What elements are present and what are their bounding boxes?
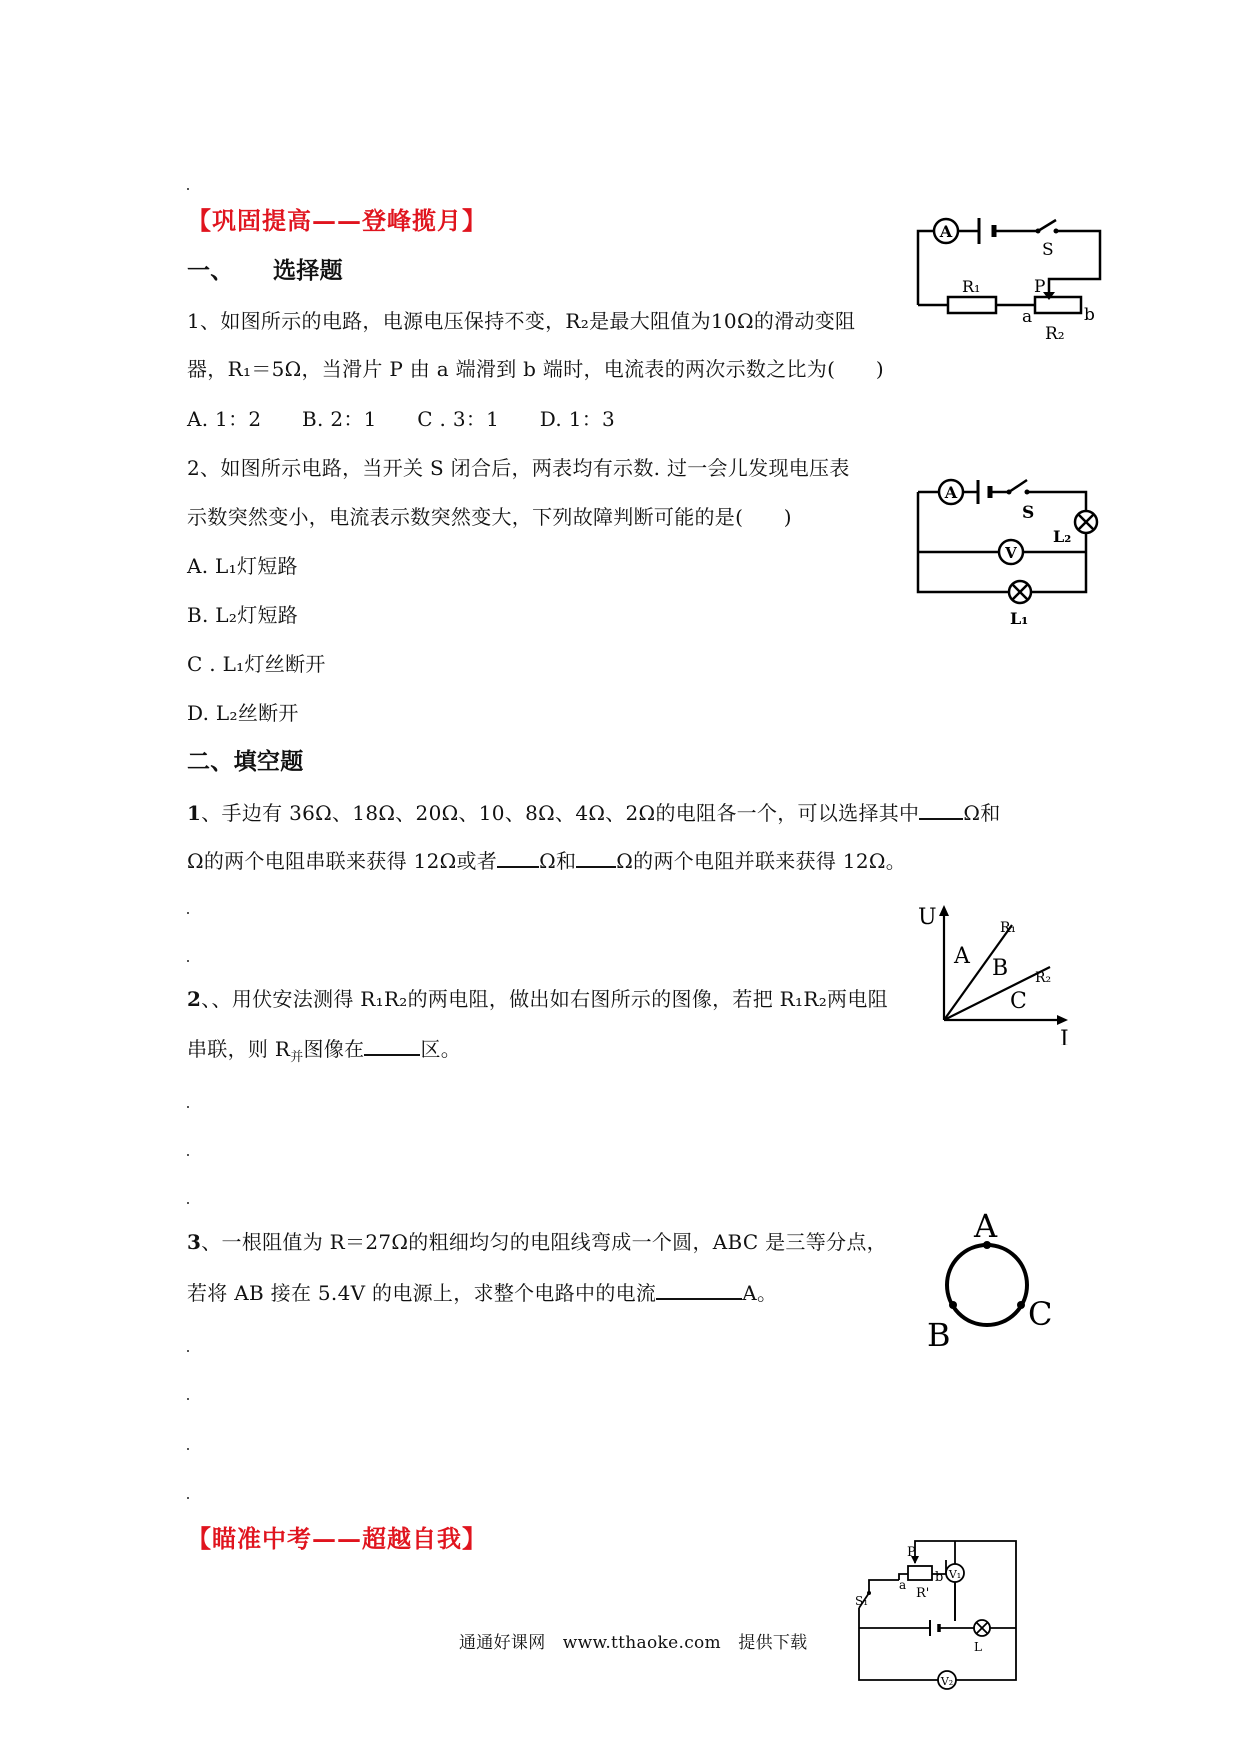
f2-line1 (187, 986, 888, 1012)
lamp-l-icon (974, 1620, 990, 1636)
q2-circuit-diagram (912, 470, 1112, 640)
f2-line1-text: 、、用伏安法测得 R₁R₂的两电阻，做出如右图所示的图像，若把 R₁R₂两电阻 (201, 987, 888, 1011)
f3-line2-a: 若将 AB 接在 5.4V 的电源上，求整个电路中的电流 (187, 1281, 657, 1305)
f2-line2-b: 图像在 (303, 1037, 365, 1061)
dot-mark (187, 1448, 189, 1450)
svg-text:R₁: R₁ (1000, 920, 1017, 936)
rheostat-r-icon (908, 1566, 932, 1580)
svg-text:R₂: R₂ (1045, 324, 1065, 344)
q2-option-d: D. L₂丝断开 (187, 701, 299, 725)
svg-text:b: b (1084, 305, 1095, 325)
f1-number: 1 (187, 801, 202, 825)
svg-text:S₁: S₁ (855, 1594, 869, 1608)
q2-option-b: B. L₂灯短路 (187, 603, 299, 627)
part1-title: 选择题 (273, 257, 343, 284)
svg-text:a: a (1022, 307, 1033, 327)
svg-text:V₁: V₁ (948, 1568, 962, 1581)
q2-line1: 2、如图所示电路，当开关 S 闭合后，两表均有示数. 过一会儿发现电压表 (187, 456, 850, 480)
dot-mark (187, 1202, 189, 1204)
svg-text:P: P (907, 1545, 916, 1560)
exam-circuit-diagram (855, 1535, 1035, 1690)
f1-line2-b: Ω和 (539, 849, 577, 873)
resistance-wire-ring (947, 1245, 1027, 1325)
dot-mark (187, 1154, 189, 1156)
q2-option-c: C . L₁灯丝断开 (187, 652, 326, 676)
lamp-l1-icon (1009, 581, 1031, 603)
svg-text:L₁: L₁ (1010, 609, 1029, 628)
dot-mark (187, 1497, 189, 1499)
svg-text:V: V (1005, 544, 1017, 562)
f1-line2 (187, 846, 906, 874)
q1-options: A. 1：2 B. 2：1 C . 3：1 D. 1：3 (187, 407, 616, 431)
svg-text:U: U (918, 905, 937, 930)
y-axis-arrow-icon (939, 905, 949, 916)
f1-blank-1[interactable] (919, 798, 963, 820)
f2-number: 2 (187, 987, 202, 1011)
section-title-exam: 【瞄准中考——超越自我】 (187, 1524, 487, 1553)
rheostat-r2-icon (1035, 297, 1081, 313)
q2-line2: 示数突然变小，电流表示数突然变大，下列故障判断可能的是( ) (187, 505, 792, 529)
svg-text:R₁: R₁ (962, 277, 981, 296)
f1-line1-text: 、手边有 36Ω、18Ω、20Ω、10、8Ω、4Ω、2Ω的电阻各一个，可以选择其中 (201, 801, 920, 825)
q2-option-a: A. L₁灯短路 (187, 554, 298, 578)
svg-text:a: a (899, 1578, 907, 1592)
svg-text:S: S (1042, 240, 1054, 260)
point-c-marker (1017, 1301, 1025, 1309)
f3-line2-b: A。 (742, 1281, 778, 1305)
dot-mark (187, 1106, 189, 1108)
svg-text:B: B (992, 956, 1009, 981)
x-axis-arrow-icon (1057, 1015, 1068, 1025)
svg-text:L₂: L₂ (1053, 527, 1072, 546)
footer-credit: 通通好课网 www.tthaoke.com 提供下载 (459, 1633, 808, 1653)
section-title-consolidate: 【巩固提高——登峰揽月】 (187, 206, 487, 235)
f2-line2-c: 区。 (420, 1037, 462, 1061)
dot-mark (187, 1398, 189, 1400)
svg-text:A: A (954, 944, 970, 969)
f3-number: 3 (187, 1230, 202, 1254)
svg-text:b: b (935, 1570, 944, 1585)
f3-line1 (187, 1229, 887, 1255)
f3-line2 (187, 1278, 777, 1306)
dot-mark (187, 960, 189, 962)
f3-blank[interactable] (656, 1278, 742, 1300)
point-b-marker (949, 1301, 957, 1309)
f1-line1-end: Ω和 (963, 801, 1001, 825)
f1-blank-2[interactable] (497, 846, 539, 868)
svg-text:R₂: R₂ (1035, 970, 1052, 986)
q1-circuit-diagram (912, 208, 1112, 348)
q1-line2: 器，R₁＝5Ω，当滑片 P 由 a 端滑到 b 端时，电流表的两次示数之比为( ) (187, 357, 884, 381)
circle-resistor-diagram (925, 1205, 1065, 1355)
svg-text:S: S (1022, 503, 1035, 523)
svg-text:R': R' (916, 1586, 930, 1601)
svg-text:C: C (1028, 1295, 1053, 1333)
f2-line2-sub: 并 (290, 1050, 304, 1065)
svg-text:A: A (974, 1207, 998, 1245)
svg-text:I: I (1060, 1027, 1069, 1045)
dot-mark (187, 912, 189, 914)
svg-text:C: C (1010, 989, 1027, 1014)
ui-graph-diagram (912, 895, 1082, 1045)
f3-line1-text: 、一根阻值为 R＝27Ω的粗细均匀的电阻线弯成一个圆，ABC 是三等分点， (201, 1230, 887, 1254)
f1-blank-3[interactable] (576, 846, 616, 868)
f1-line1 (187, 798, 1001, 826)
dot-mark (187, 1350, 189, 1352)
f2-blank[interactable] (364, 1034, 420, 1056)
f2-line2 (187, 1034, 461, 1071)
svg-text:A: A (944, 483, 958, 502)
svg-text:V₂: V₂ (940, 1675, 954, 1688)
q1-line1: 1、如图所示的电路，电源电压保持不变，R₂是最大阻值为10Ω的滑动变阻 (187, 309, 856, 333)
f2-line2-a: 串联，则 R (187, 1037, 291, 1061)
f1-line2-c: Ω的两个电阻并联来获得 12Ω。 (616, 849, 907, 873)
resistor-r1-icon (948, 297, 996, 313)
svg-text:A: A (939, 222, 953, 241)
lamp-l2-icon (1075, 511, 1097, 533)
part2-title: 二、填空题 (187, 748, 304, 775)
svg-text:L: L (974, 1640, 982, 1654)
f1-line2-a: Ω的两个电阻串联来获得 12Ω或者 (187, 849, 498, 873)
dot-mark (187, 188, 189, 190)
svg-text:B: B (927, 1316, 951, 1354)
svg-text:P: P (1034, 277, 1046, 297)
part1-number: 一、 (187, 257, 234, 284)
